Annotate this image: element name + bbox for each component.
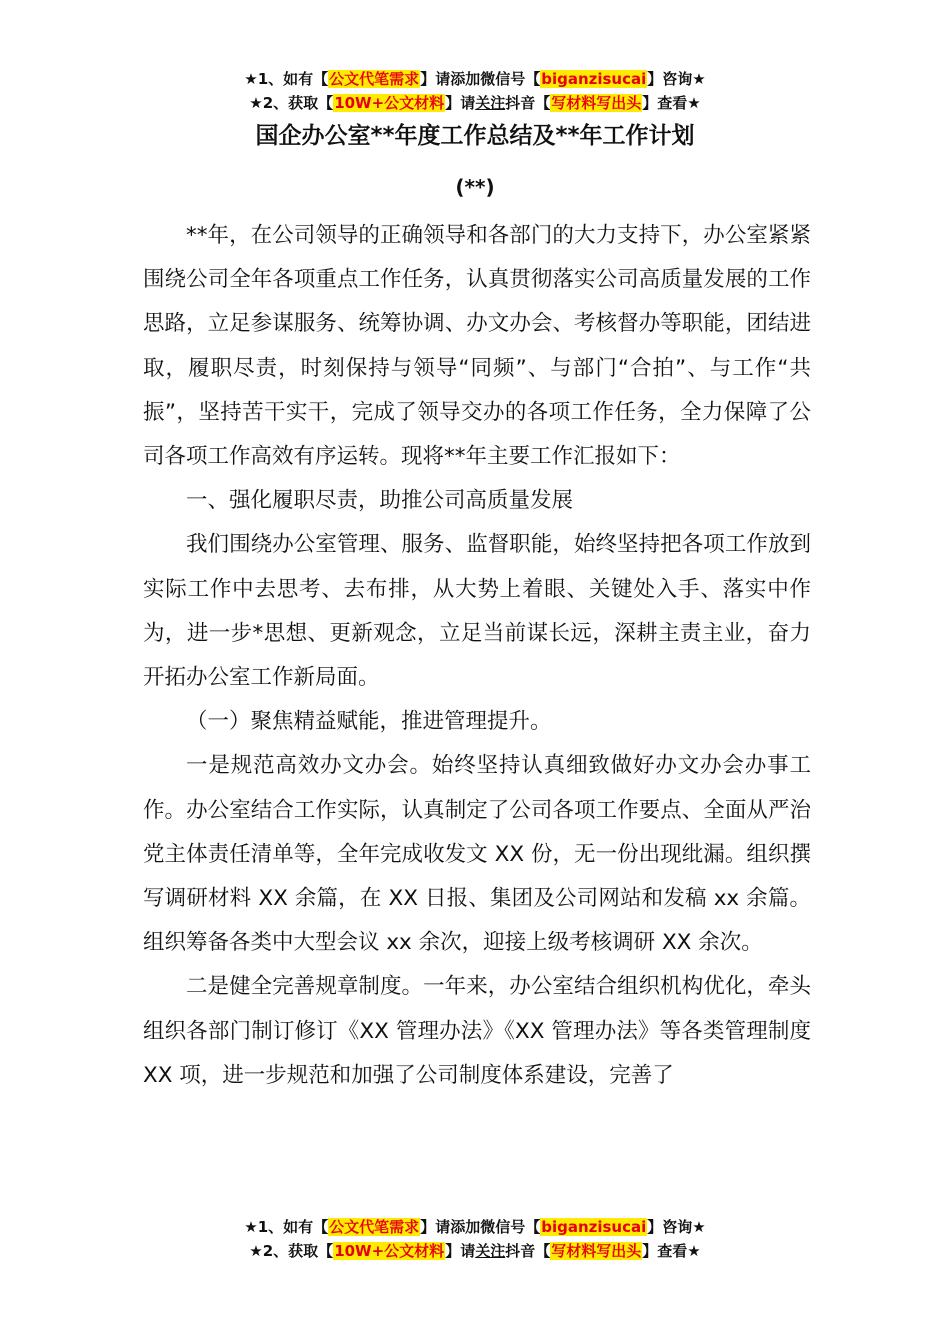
paragraph-intro: **年，在公司领导的正确领导和各部门的大力支持下，办公室紧紧围绕公司全年各项重点工作任务，认真贯彻落实公司高质量发展的工作思路，立足参谋服务、统筹协调、办文办会、考核督办等职能，团结进取，履职尽责，时刻保持与领导“同频”、与部门“合拍”、与工作“共振”，坚持苦干实干，完成了领导交办的各项工作任务，全力保障了公司各项工作高效有序运转。现将**年主要工作汇报如下： <box>143 223 811 470</box>
highlight-materials: 10W+公文材料 <box>334 94 445 112</box>
promo-line-2: ★2、获取【10W+公文材料】请关注抖音【写材料写出头】查看★ <box>249 1242 701 1260</box>
paragraph-section-1: 我们围绕办公室管理、服务、监督职能，始终坚持把各项工作放到实际工作中去思考、去布排，从大势上着眼、关键处入手、落实中作为，进一步*思想、更新观念，立足当前谋长远，深耕主责主业，奋力开拓办公室工作新局面。 <box>143 532 811 691</box>
section-heading-1: 一、强化履职尽责，助推公司高质量发展 <box>186 488 574 514</box>
document-title: 国企办公室**年度工作总结及**年工作计划 <box>255 123 695 149</box>
highlight-wechat-id: biganzisucai <box>541 1218 647 1236</box>
document-subtitle: (**) <box>455 175 495 199</box>
promo-line-1: ★1、如有【公文代笔需求】请添加微信号【biganzisucai】咨询★ <box>244 70 706 88</box>
highlight-service: 公文代笔需求 <box>329 1218 420 1236</box>
highlight-douyin: 写材料写出头 <box>551 94 642 112</box>
promo-banner-top <box>0 67 950 115</box>
subsection-heading-1: （一）聚焦精益赋能，推进管理提升。 <box>186 709 552 735</box>
highlight-douyin: 写材料写出头 <box>551 1242 642 1260</box>
promo-line-1: ★1、如有【公文代笔需求】请添加微信号【biganzisucai】咨询★ <box>244 1218 706 1236</box>
highlight-service: 公文代笔需求 <box>329 70 420 88</box>
paragraph-item-2: 二是健全完善规章制度。一年来，办公室结合组织机构优化，牵头组织各部门制订修订《XX 管理办法》《XX 管理办法》等各类管理制度 XX 项，进一步规范和加强了公司制度体系建设，完善了 <box>143 974 811 1088</box>
paragraph-item-1: 一是规范高效办文办会。始终坚持认真细致做好办文办会办事工作。办公室结合工作实际，认真制定了公司各项工作要点、全面从严治党主体责任清单等，全年完成收发文 XX 份，无一份出现纰漏。组织撰写调研材料 XX 余篇，在 XX 日报、集团及公司网站和发稿 xx 余篇。组织筹备各类中大型会议 xx 余次，迎接上级考核调研 XX 余次。 <box>143 753 811 956</box>
highlight-wechat-id: biganzisucai <box>541 70 647 88</box>
highlight-materials: 10W+公文材料 <box>334 1242 445 1260</box>
document-body <box>143 214 811 1098</box>
promo-banner-bottom <box>0 1215 950 1263</box>
promo-line-2: ★2、获取【10W+公文材料】请关注抖音【写材料写出头】查看★ <box>249 94 701 112</box>
